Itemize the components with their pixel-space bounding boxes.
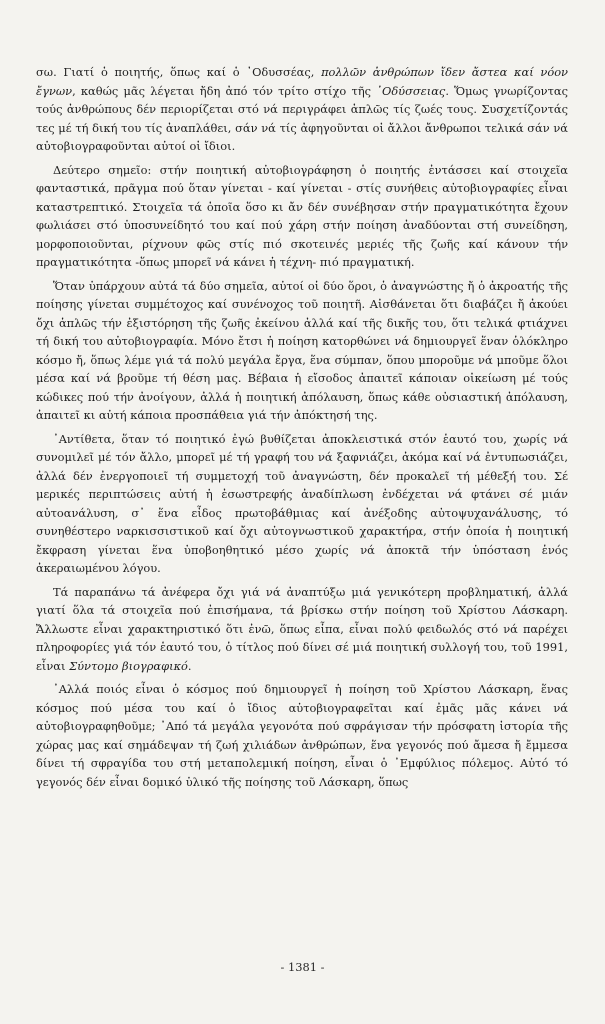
text-span: σω. Γιατί ὁ ποιητής, ὅπως καί ὁ ᾿Οδυσσέας, <box>36 65 322 79</box>
italic-text: πολλῶν ἀνθρώπων ἴδεν ἄστεα καί νόον ἔγνων <box>36 65 568 98</box>
text-span: Τά παραπάνω τά ἀνέφερα ὄχι γιά νά ἀναπτύξω μιά γενικότερη προβληματική, ἀλλά γιατί ὅλα τά στοιχεῖα πού ἐπισήμανα, τά βρίσκω στήν ποίηση τοῦ Χρίστου Λάσκαρη. Ἄλλωστε εἶναι χαρακτηριστικό ὅτι ἐνῶ, ὅπως εἶπα, εἶναι πολύ φειδωλός στό νά παρέχει πληροφορίες γιά τόν ἑαυτό του, ὁ τίτλος πού δίνει σέ μιά ποιητική συλλογή του, τοῦ 1991, εἶναι <box>36 584 568 673</box>
text-span: ᾿Αλλά ποιός εἶναι ὁ κόσμος πού δημιουργεῖ ἡ ποίηση τοῦ Χρίστου Λάσκαρη, ἕνας κόσμος πού μέσα του καί ὁ ἴδιος αὐτοβιογραφεῖται καί ἐμᾶς μᾶς κάνει νά αὐτοβιογραφηθοῦμε; ᾿Από τά μεγάλα γεγονότα πού σφράγισαν τήν πρόσφατη ἱστορία τῆς χώρας μας καί σημάδεψαν τή ζωή χιλιάδων ἀνθρώπων, ἕνα γεγονός πού ἄμεσα ἤ ἔμμεσα δίνει τή σφραγίδα του στή μεταπολεμική ποίηση, εἶναι ὁ ᾿Εμφύλιος πόλεμος. Αὐτό τό γεγονός δέν εἶναι δομικό ὑλικό τῆς ποίησης τοῦ Λάσκαρη, ὅπως <box>36 682 568 789</box>
paragraph <box>36 277 568 425</box>
paragraph <box>36 583 568 676</box>
paragraph <box>36 161 568 272</box>
text-span: , καθώς μᾶς λέγεται ἤδη ἀπό τόν τρίτο στίχο τῆς <box>72 83 377 98</box>
paragraph <box>36 63 568 156</box>
text-span: ᾿Αντίθετα, ὅταν τό ποιητικό ἐγώ βυθίζεται ἀποκλειστικά στόν ἑαυτό του, χωρίς νά συνομιλεῖ μέ τόν ἄλλο, μπορεῖ μέ τή γραφή του νά ξαφνιάζει, ἀκόμα καί νά ἐντυπωσιάζει, ἀλλά δέν ἐνεργοποιεῖ τή συμμετοχή τοῦ ἀναγνώστη, δέν προκαλεῖ τή μέθεξή του. Σέ μερικές περιπτώσεις αὐτή ἡ ἐσωστρεφής ἀναδίπλωση ἐνδέχεται νά φτάνει σέ μιάν αὐτοανάλυση, σ᾿ ἕνα εἶδος πρωτοβάθμιας καί ἀνέξοδης αὐτοψυχανάλυσης, τό συνηθέστερο ναρκισσιστικοῦ καί ὄχι αὐτογνωστικοῦ χαρακτήρα, στήν ὁποία ἡ ποιητική ἔκφραση γίνεται ἕνα ὑποβοηθητικό μέσο χωρίς νά ἀποκτᾶ τήν ὑπόσταση ἑνός ἀκεραιωμένου λόγου. <box>36 431 568 575</box>
text-span: . Ὅμως γνωρίζοντας τούς ἀνθρώπους δέν περιορίζεται στό νά περιγράφει ἁπλῶς τίς ζωές τους. Συσχετίζοντάς τες μέ τή δική του τίς ἀναπλάθει, σάν νά τίς ἀφηγοῦνται οἱ ἄλλοι ἄνθρωποι τελικά σάν νά αὐτοβιογραφοῦνται αὐτοί οἱ ἴδιοι. <box>36 83 568 153</box>
italic-text: ᾿Οδύσσειας <box>376 83 446 98</box>
text-span: . <box>187 658 192 673</box>
page-number: - 1381 - <box>280 960 325 974</box>
body-text <box>36 63 568 791</box>
text-span: Δεύτερο σημεῖο: στήν ποιητική αὐτοβιογράφηση ὁ ποιητής ἐντάσσει καί στοιχεῖα φανταστικά, πρᾶγμα πού ὅταν γίνεται - καί γίνεται - στίς συνήθεις αὐτοβιογραφίες εἶναι καταστρεπτικό. Στοιχεῖα τά ὁποῖα ὅσο κι ἄν δέν συνέβησαν στήν πραγματικότητα ἔχουν φωλιάσει στό ὑποσυνείδητό του καί πού χάρη στήν ποίηση ἀναδύονται στή συνείδηση, μορφοποιοῦνται, ρίχνουν φῶς στίς πιό σκοτεινές μεριές τῆς ζωῆς καί κάνουν τήν πραγματικότητα -ὅπως μπορεῖ νά κάνει ἡ τέχνη- πιό πραγματική. <box>36 162 568 269</box>
text-span: Ὅταν ὑπάρχουν αὐτά τά δύο σημεῖα, αὐτοί οἱ δύο ὅροι, ὁ ἀναγνώστης ἤ ὁ ἀκροατής τῆς ποίησης γίνεται συμμέτοχος καί συνένοχος τοῦ ποιητῆ. Αἰσθάνεται ὅτι διαβάζει ἤ ἀκούει ὄχι ἁπλῶς τήν ἐξιστόρηση τῆς ζωῆς ἐκείνου ἀλλά καί τῆς δικῆς του, ὅτι τελικά φτιάχνει τή δική του αὐτοβιογραφία. Μόνο ἔτσι ἡ ποίηση κατορθώνει νά δημιουργεῖ ἕναν ὁλόκληρο κόσμο ἤ, ὅπως λέμε γιά τά πολύ μεγάλα ἔργα, ἕνα σύμπαν, ὅπου μποροῦμε νά μποῦμε ὅλοι μέσα καί νά βροῦμε τή θέση μας. Βέβαια ἡ εἴσοδος ἀπαιτεῖ κάποιαν οἰκείωση μέ τούς κώδικες πού τήν ἀνοίγουν, ἀλλά ἡ ποιητική ἀπόλαυση, ὅπως κάθε οὐσιαστική ἀπόλαυση, ἀπαιτεῖ κι αὐτή κάποια προσπάθεια γιά τήν ἀπόκτησή της. <box>36 278 568 422</box>
italic-text: Σύντομο βιογραφικό <box>69 658 188 673</box>
paragraph <box>36 680 568 791</box>
paragraph <box>36 430 568 578</box>
